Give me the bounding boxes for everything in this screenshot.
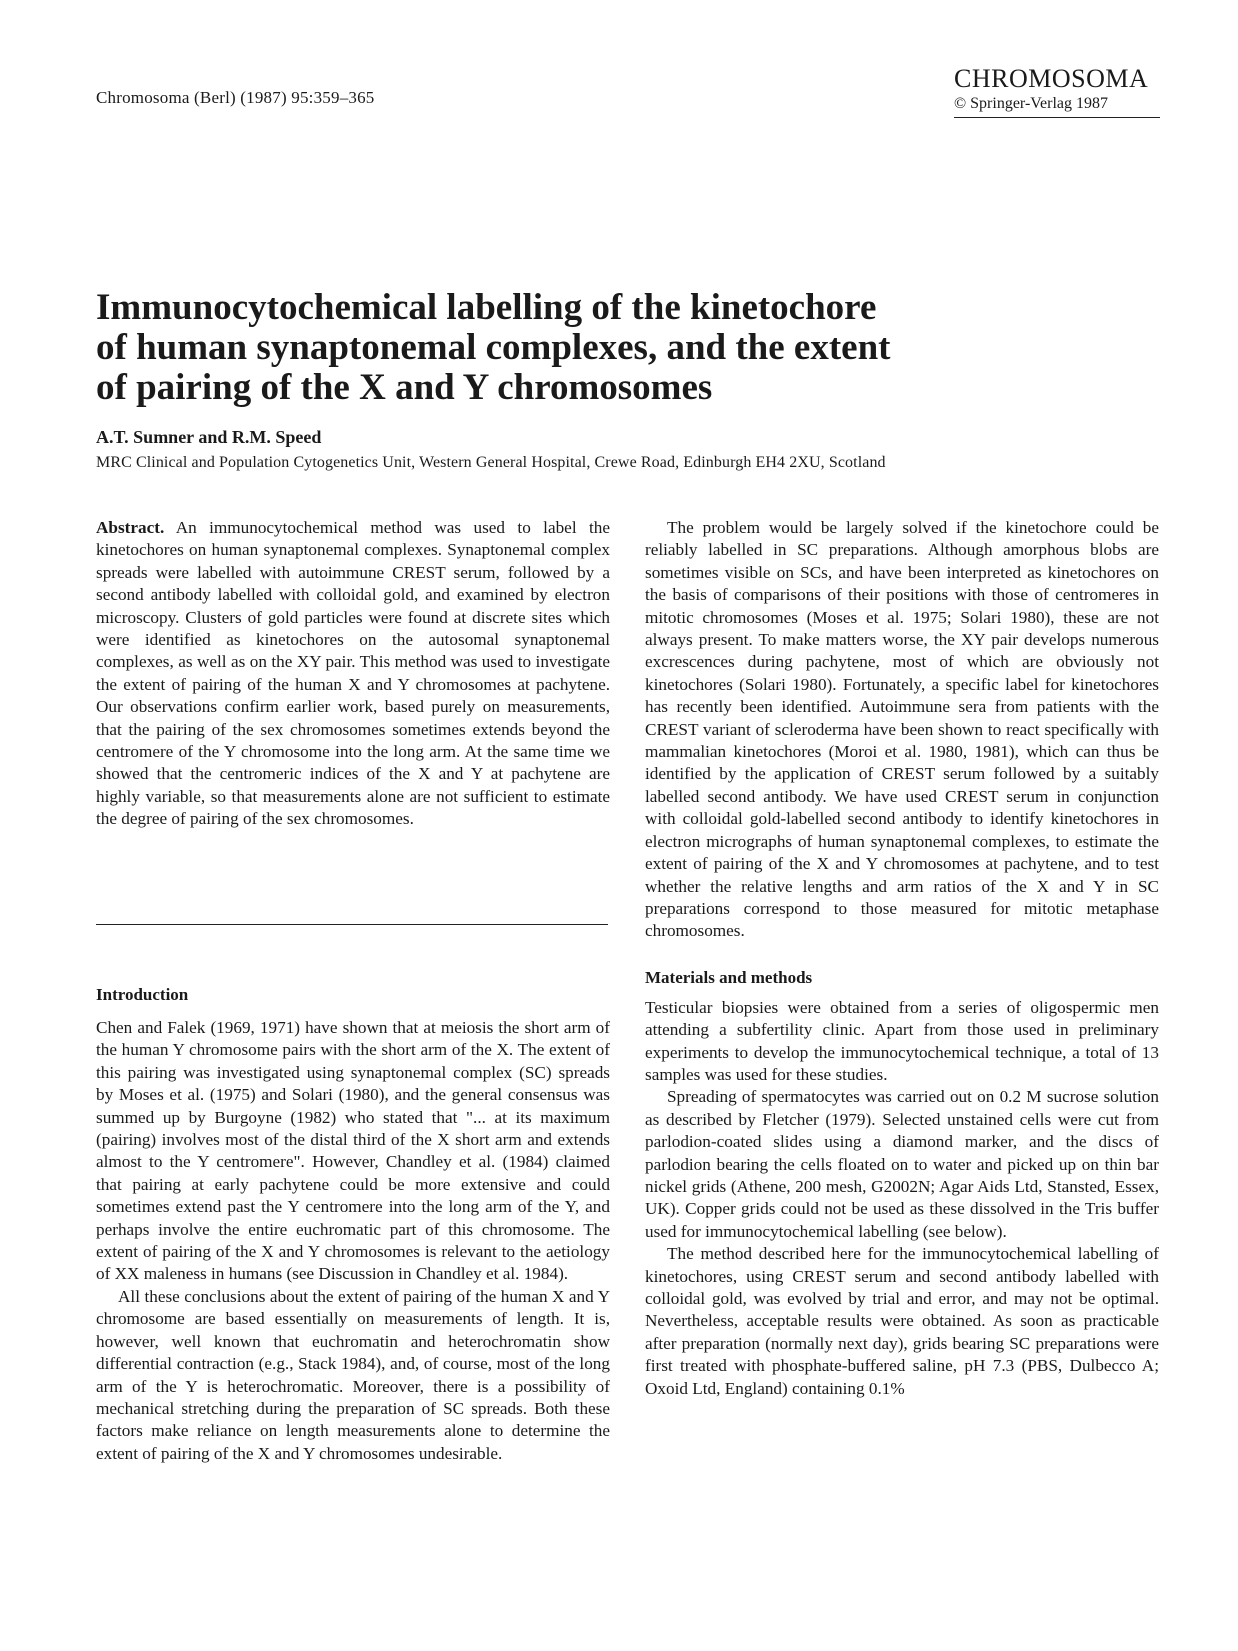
body-paragraph: Testicular biopsies were obtained from a series of oligospermic men attending a subfertility clinic. Apart from those used in preliminary experiments to develop the immunocytochemical technique, a total of 13 samples was used for these studies. (645, 997, 1159, 1084)
copyright-notice: © Springer-Verlag 1987 (954, 95, 1109, 112)
body-paragraph: Chen and Falek (1969, 1971) have shown that at meiosis the short arm of the human Y chromosome pairs with the short arm of the X. The extent of this pairing was investigated using synaptonemal complex (SC) spreads by Moses et al. (1975) and Solari (1980), and the general consensus was summed up by Burgoyne (1982) who stated that "... at its maximum (pairing) involves most of the distal third of the X short arm and extends almost to the Y centromere". However, Chandley et al. (1984) claimed that pairing at early pachytene could be more extensive and could sometimes extend past the Y centromere into the long arm of the Y, and perhaps involve the entire euchromatic part of this chromosome. The extent of pairing of the X and Y chromosomes is relevant to the aetiology of XX maleness in humans (see Discussion in Chandley et al. 1984). (96, 1018, 610, 1284)
journal-masthead (954, 66, 1160, 118)
journal-name: CHROMOSOMA (954, 64, 1149, 93)
abstract-label: Abstract. (96, 518, 165, 537)
right-column (645, 517, 1159, 1400)
title-line: Immunocytochemical labelling of the kinetochore (96, 287, 877, 328)
body-paragraph: Spreading of spermatocytes was carried out on 0.2 M sucrose solution as described by Fletcher (1979). Selected unstained cells were cut from parlodion-coated slides using a diamond marker, and the discs of parlodion bearing the cells floated on to water and picked up on thin bar nickel grids (Athene, 200 mesh, G2002N; Agar Aids Ltd, Stansted, Essex, UK). Copper grids could not be used as these dissolved in the Tris buffer used for immunocytochemical labelling (see below). (645, 1087, 1159, 1241)
section-divider (96, 924, 608, 925)
abstract-section (96, 517, 610, 831)
body-paragraph: The problem would be largely solved if the kinetochore could be reliably labelled in SC preparations. Although amorphous blobs are sometimes visible on SCs, and have been interpreted as kinetochores on the basis of comparisons of their positions with those of centromeres in mitotic chromosomes (Moses et al. 1975; Solari 1980), these are not always present. To make matters worse, the XY pair develops numerous excrescences during pachytene, most of which are obviously not kinetochores (Solari 1980). Fortunately, a specific label for kinetochores has recently been identified. Autoimmune sera from patients with the CREST variant of scleroderma have been shown to react specifically with mammalian kinetochores (Moroi et al. 1980, 1981), which can thus be identified by the application of CREST serum followed by a suitably labelled second antibody. We have used CREST serum in conjunction with colloidal gold-labelled second antibody to identify kinetochores in electron micrographs of human synaptonemal complexes, to estimate the extent of pairing of the X and Y chromosomes at pachytene, and to test whether the relative lengths and arm ratios of the X and Y in SC preparations correspond to those measured for mitotic metaphase chromosomes. (645, 518, 1159, 941)
authors: A.T. Sumner and R.M. Speed (96, 427, 322, 447)
methods-heading: Materials and methods (645, 967, 813, 987)
abstract-text: An immunocytochemical method was used to label the kinetochores on human synaptonemal complexes. Synaptonemal complex spreads were labelled with autoimmune CREST serum, followed by a second antibody labelled with colloidal gold, and examined by electron microscopy. Clusters of gold particles were found at discrete sites which were identified as kinetochores on the autosomal synaptonemal complexes, as well as on the XY pair. This method was used to investigate the extent of pairing of the human X and Y chromosomes at pachytene. Our observations confirm earlier work, based purely on measurements, that the pairing of the sex chromosomes sometimes extends beyond the centromere of the Y chromosome into the long arm. At the same time we showed that the centromeric indices of the X and Y at pachytene are highly variable, so that measurements alone are not sufficient to estimate the degree of pairing of the sex chromosomes. (96, 518, 610, 829)
body-paragraph: All these conclusions about the extent of pairing of the human X and Y chromosome are based essentially on measurements of length. It is, however, well known that euchromatin and heterochromatin show differential contraction (e.g., Stack 1984), and, of course, most of the long arm of the Y is heterochromatic. Moreover, there is a possibility of mechanical stretching during the preparation of SC spreads. Both these factors make reliance on length measurements alone to determine the extent of pairing of the X and Y chromosomes undesirable. (96, 1286, 610, 1463)
introduction-body (96, 1017, 610, 1465)
title-line: of human synaptonemal complexes, and the extent (96, 327, 891, 368)
journal-citation: Chromosoma (Berl) (1987) 95:359–365 (96, 88, 375, 107)
paper-title (96, 288, 996, 408)
body-paragraph: The method described here for the immunocytochemical labelling of kinetochores, using CREST serum and second antibody labelled with colloidal gold, was evolved by trial and error, and may not be optimal. Nevertheless, acceptable results were obtained. As soon as practicable after preparation (normally next day), grids bearing SC preparations were first treated with phosphate-buffered saline, pH 7.3 (PBS, Dulbecco A; Oxoid Ltd, England) containing 0.1% (645, 1244, 1159, 1398)
affiliation: MRC Clinical and Population Cytogenetics Unit, Western General Hospital, Crewe Road, Edinburgh EH4 2XU, Scotland (96, 454, 886, 471)
introduction-heading: Introduction (96, 985, 189, 1004)
abstract-paragraph (96, 517, 610, 831)
title-line: of pairing of the X and Y chromosomes (96, 367, 713, 408)
